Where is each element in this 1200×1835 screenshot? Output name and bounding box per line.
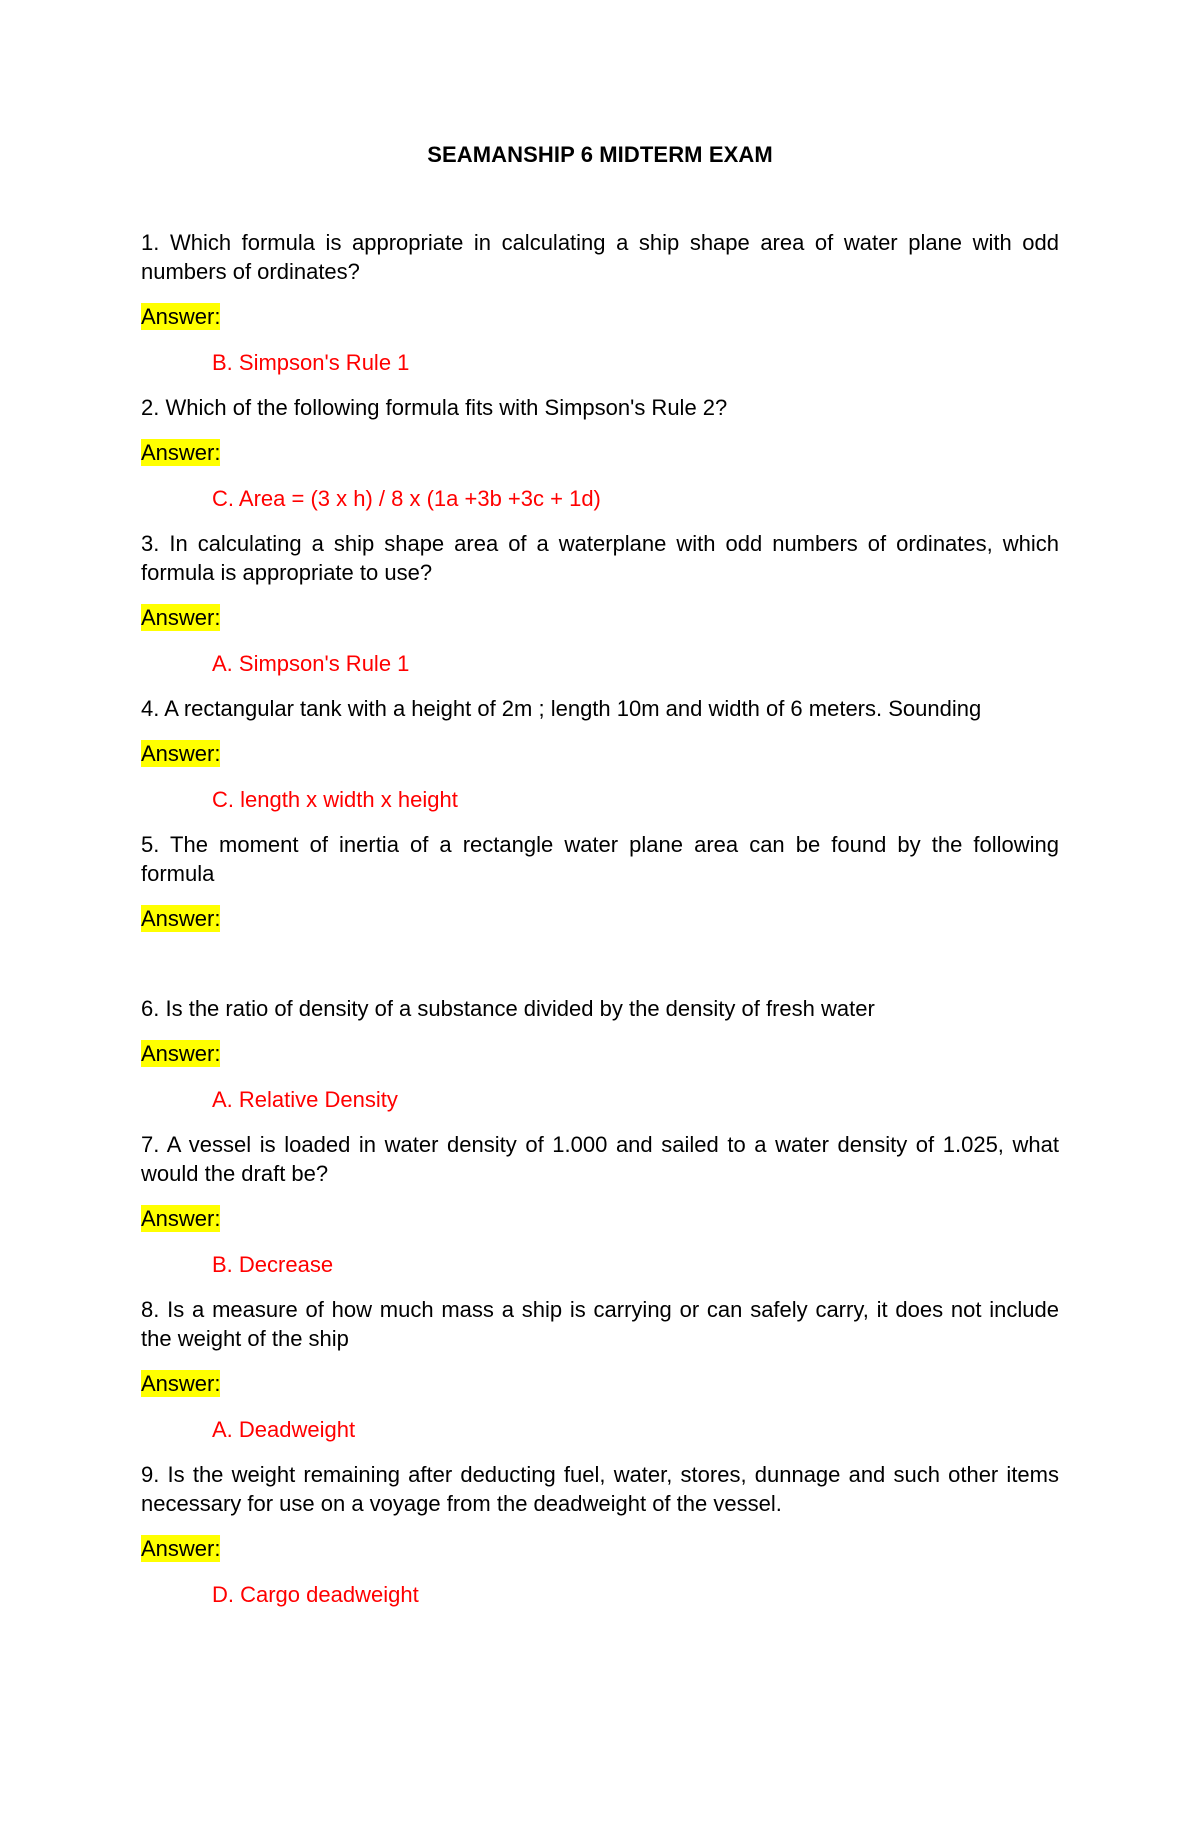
question-number: 3.: [141, 531, 160, 556]
question-6: [141, 994, 1059, 1023]
answer-2: C. Area = (3 x h) / 8 x (1a +3b +3c + 1d): [212, 486, 601, 511]
question-number: 6.: [141, 996, 160, 1021]
question-text: Is the weight remaining after deducting fuel, water, stores, dunnage and such other items necessary for use on a voyage from the deadweight of the vessel.: [141, 1462, 1059, 1516]
question-7: [141, 1130, 1059, 1188]
answer-row: [141, 1534, 1059, 1563]
answer-9: D. Cargo deadweight: [212, 1582, 419, 1607]
answer-label: Answer:: [141, 440, 221, 465]
answer-row: [141, 1369, 1059, 1398]
blank-answer-space: [141, 950, 1059, 994]
question-number: 4.: [141, 696, 160, 721]
question-text: Is a measure of how much mass a ship is carrying or can safely carry, it does not include the weight of the ship: [141, 1297, 1059, 1351]
question-number: 2.: [141, 395, 160, 420]
answer-4: C. length x width x height: [212, 787, 458, 812]
question-text: A vessel is loaded in water density of 1.000 and sailed to a water density of 1.025, what would the draft be?: [141, 1132, 1059, 1186]
answer-8: A. Deadweight: [212, 1417, 356, 1442]
answer-label: Answer:: [141, 1536, 221, 1561]
answer-7: B. Decrease: [212, 1252, 334, 1277]
answer-row: [141, 739, 1059, 768]
question-text: Which formula is appropriate in calculating a ship shape area of water plane with odd numbers of ordinates?: [141, 230, 1059, 284]
answer-3: A. Simpson's Rule 1: [212, 651, 410, 676]
question-3: [141, 529, 1059, 587]
question-number: 9.: [141, 1462, 160, 1487]
question-4: [141, 694, 1059, 723]
question-text: Which of the following formula fits with Simpson's Rule 2?: [165, 395, 728, 420]
question-5: [141, 830, 1059, 888]
question-text: A rectangular tank with a height of 2m ; length 10m and width of 6 meters. Sounding: [164, 696, 982, 721]
answer-label: Answer:: [141, 1371, 221, 1396]
answer-row: [141, 603, 1059, 632]
question-2: [141, 393, 1059, 422]
question-text: The moment of inertia of a rectangle water plane area can be found by the following formula: [141, 832, 1059, 886]
question-number: 5.: [141, 832, 160, 857]
document-title: SEAMANSHIP 6 MIDTERM EXAM: [427, 142, 773, 167]
question-number: 8.: [141, 1297, 160, 1322]
answer-6: A. Relative Density: [212, 1087, 398, 1112]
answer-label: Answer:: [141, 1206, 221, 1231]
answer-row: [141, 438, 1059, 467]
answer-row: [141, 302, 1059, 331]
question-9: [141, 1460, 1059, 1518]
question-8: [141, 1295, 1059, 1353]
question-1: [141, 228, 1059, 286]
answer-label: Answer:: [141, 741, 221, 766]
answer-1: B. Simpson's Rule 1: [212, 350, 410, 375]
answer-label: Answer:: [141, 1041, 221, 1066]
question-text: Is the ratio of density of a substance divided by the density of fresh water: [165, 996, 875, 1021]
answer-label: Answer:: [141, 906, 221, 931]
answer-row: [141, 1204, 1059, 1233]
question-number: 1.: [141, 230, 160, 255]
answer-row: [141, 904, 1059, 933]
answer-label: Answer:: [141, 304, 221, 329]
question-number: 7.: [141, 1132, 160, 1157]
question-list: [141, 228, 1059, 1625]
answer-label: Answer:: [141, 605, 221, 630]
answer-row: [141, 1039, 1059, 1068]
question-text: In calculating a ship shape area of a waterplane with odd numbers of ordinates, which formula is appropriate to use?: [141, 531, 1059, 585]
